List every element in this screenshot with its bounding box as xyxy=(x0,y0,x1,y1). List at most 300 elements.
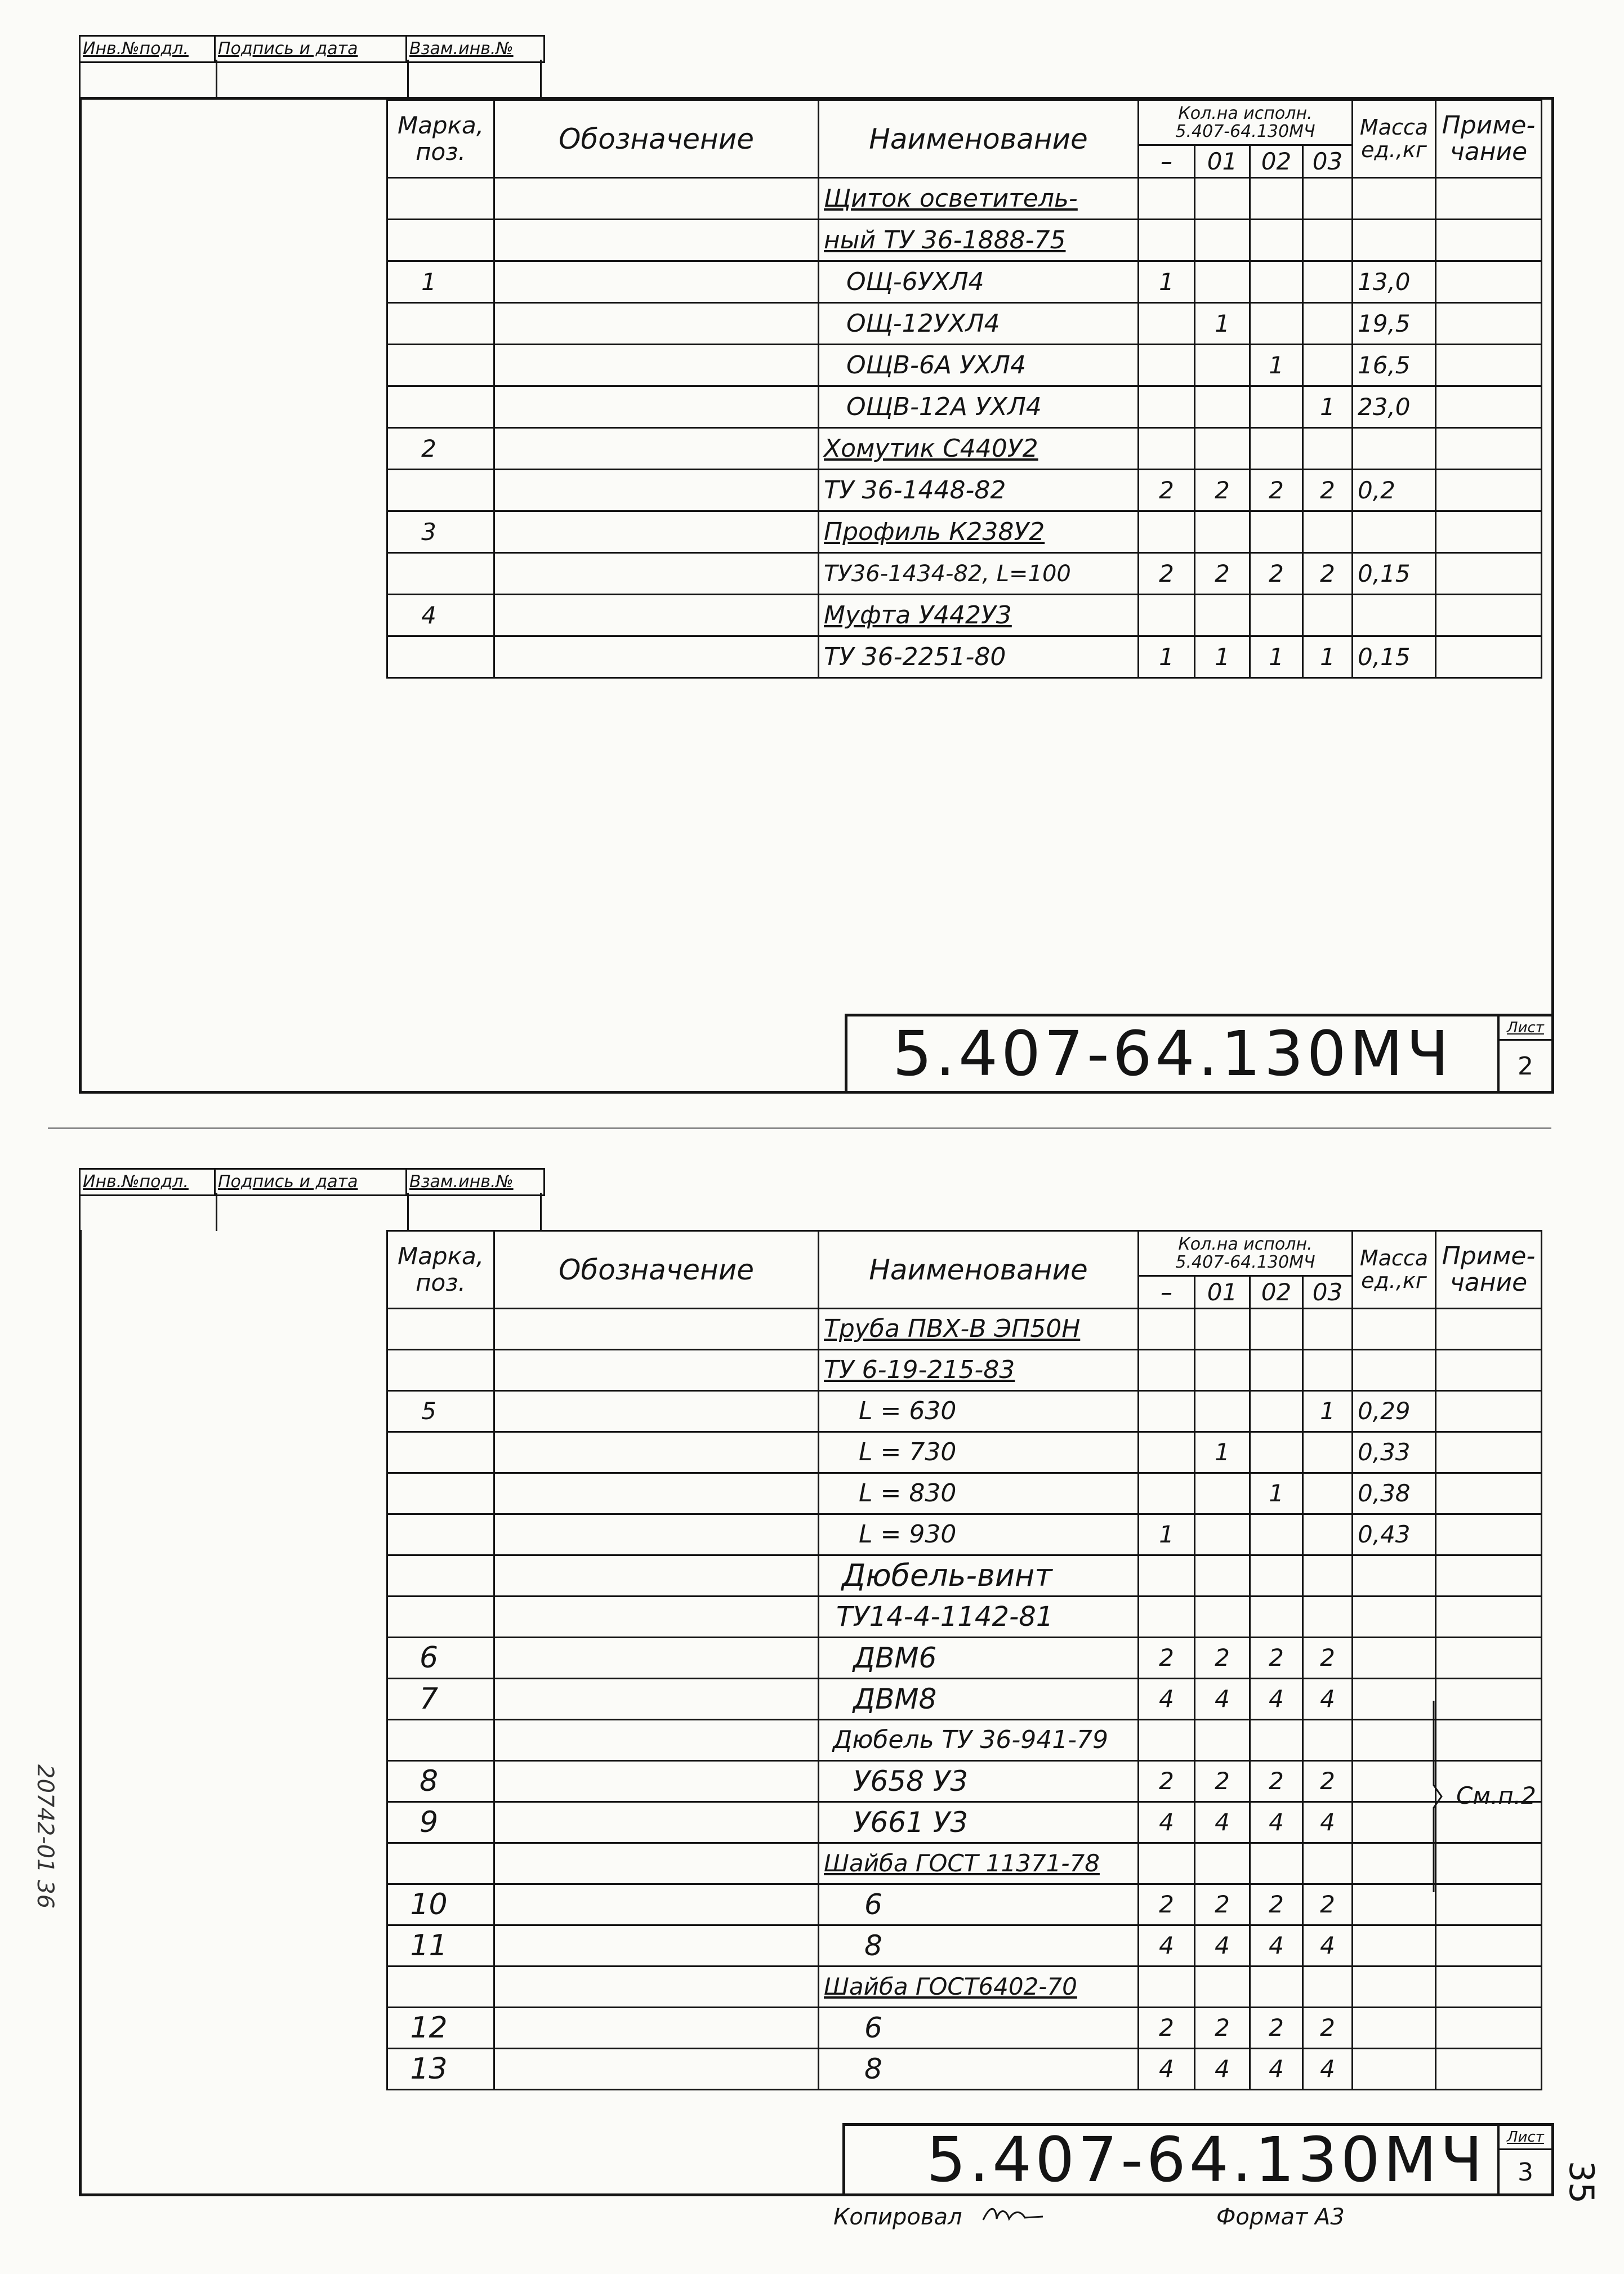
hdr-note: Приме- чание xyxy=(1436,100,1542,178)
s2-q xyxy=(1303,178,1353,220)
s2-q: 1 xyxy=(1250,636,1303,678)
s3-q: 2 xyxy=(1303,1638,1353,1679)
s3-mass xyxy=(1353,1350,1436,1391)
hdr-qty: Кол.на исполн. 5.407-64.130МЧ xyxy=(1139,100,1353,145)
s2-q xyxy=(1303,261,1353,303)
s2-q xyxy=(1303,511,1353,553)
s3-designation xyxy=(494,1720,819,1761)
s3-q: 4 xyxy=(1250,1802,1303,1843)
s2-q xyxy=(1250,220,1303,261)
sheet2-spec-table xyxy=(386,99,1542,679)
s3-name: Дюбель-винт xyxy=(819,1555,1139,1597)
s3-mass xyxy=(1353,1967,1436,2008)
s2-q: 2 xyxy=(1250,470,1303,511)
s3-q xyxy=(1195,1514,1250,1555)
s3-mark xyxy=(387,1720,494,1761)
s3-mass xyxy=(1353,2008,1436,2049)
s2-note xyxy=(1436,303,1542,345)
hdr-qty: Кол.на исполн. 5.407-64.130МЧ xyxy=(1139,1231,1353,1276)
sheet3-doc-code: 5.407-64.130МЧ xyxy=(845,2126,1500,2193)
s3-mark: 9 xyxy=(387,1802,494,1843)
s2-mark: 2 xyxy=(387,428,494,470)
s3-mark xyxy=(387,1514,494,1555)
s2-designation xyxy=(494,386,819,428)
s2-mass xyxy=(1353,595,1436,636)
s2-q xyxy=(1250,386,1303,428)
hdr-var-01: 01 xyxy=(1195,1276,1250,1309)
s3-q xyxy=(1250,1514,1303,1555)
s2-mark xyxy=(387,178,494,220)
s3-note xyxy=(1436,1514,1542,1555)
s3-mark: 13 xyxy=(387,2049,494,2090)
s3-q: 2 xyxy=(1139,1761,1195,1802)
s3-designation xyxy=(494,1555,819,1597)
s3-q xyxy=(1195,1720,1250,1761)
s2-designation xyxy=(494,220,819,261)
s3-designation xyxy=(494,1967,819,2008)
s3-q: 4 xyxy=(1303,2049,1353,2090)
s2-q xyxy=(1195,178,1250,220)
s3-q xyxy=(1250,1309,1303,1350)
s3-q: 2 xyxy=(1250,1884,1303,1925)
s2-q: 1 xyxy=(1195,636,1250,678)
hdr-var-03: 03 xyxy=(1303,145,1353,178)
s3-mass xyxy=(1353,1679,1436,1720)
s2-designation xyxy=(494,178,819,220)
s3-q: 2 xyxy=(1250,2008,1303,2049)
s2-name: ОЩ-6УХЛ4 xyxy=(819,261,1139,303)
hdr-designation: Обозначение xyxy=(494,1231,819,1309)
s2-q: 2 xyxy=(1250,553,1303,595)
s2-q xyxy=(1195,261,1250,303)
s3-q: 1 xyxy=(1303,1391,1353,1432)
s2-designation xyxy=(494,303,819,345)
s3-q: 4 xyxy=(1303,1679,1353,1720)
s2-note xyxy=(1436,261,1542,303)
s3-q xyxy=(1195,1473,1250,1514)
s3-mark xyxy=(387,1309,494,1350)
s3-note xyxy=(1436,2008,1542,2049)
s2-designation xyxy=(494,345,819,386)
s2-q xyxy=(1139,428,1195,470)
s2-q: 1 xyxy=(1195,303,1250,345)
copied-by-label: Копировал xyxy=(833,2204,962,2230)
s3-mass: 0,33 xyxy=(1353,1432,1436,1473)
s3-note xyxy=(1436,2049,1542,2090)
s3-mass: 0,38 xyxy=(1353,1473,1436,1514)
s3-designation xyxy=(494,2008,819,2049)
s2-mark xyxy=(387,220,494,261)
s3-q xyxy=(1139,1720,1195,1761)
s3-q xyxy=(1303,1967,1353,2008)
hdr-mass: Масса ед.,кг xyxy=(1353,1231,1436,1309)
s2-q: 2 xyxy=(1139,553,1195,595)
s2-q: 2 xyxy=(1139,470,1195,511)
sheet2-sheet-number: 2 xyxy=(1518,1051,1533,1081)
margin-archive-number: 20742-01 36 xyxy=(32,1764,58,1909)
s3-mass: 0,29 xyxy=(1353,1391,1436,1432)
s3-note xyxy=(1436,1432,1542,1473)
s3-note xyxy=(1436,1597,1542,1638)
s3-q: 4 xyxy=(1195,2049,1250,2090)
s3-q: 4 xyxy=(1250,2049,1303,2090)
format-label: Формат А3 xyxy=(1216,2204,1345,2230)
s3-q xyxy=(1139,1843,1195,1884)
s2-mass: 13,0 xyxy=(1353,261,1436,303)
s3-designation xyxy=(494,1350,819,1391)
s2-q: 1 xyxy=(1139,636,1195,678)
s3-q xyxy=(1303,1309,1353,1350)
s3-mark: 8 xyxy=(387,1761,494,1802)
s2-mass xyxy=(1353,428,1436,470)
s3-designation xyxy=(494,1432,819,1473)
hdr-var-03: 03 xyxy=(1303,1276,1353,1309)
s3-q xyxy=(1139,1473,1195,1514)
hdr-name: Наименование xyxy=(819,100,1139,178)
s3-q: 2 xyxy=(1250,1761,1303,1802)
s3-mark xyxy=(387,1432,494,1473)
s2-q: 1 xyxy=(1303,386,1353,428)
page-number: 35 xyxy=(1561,2160,1601,2204)
s2-q xyxy=(1303,595,1353,636)
s2-mass: 19,5 xyxy=(1353,303,1436,345)
s2-mark xyxy=(387,470,494,511)
s3-q: 2 xyxy=(1303,2008,1353,2049)
s2-note xyxy=(1436,470,1542,511)
s2-mark xyxy=(387,303,494,345)
s2-mark: 1 xyxy=(387,261,494,303)
hdr-var-0: – xyxy=(1139,1276,1195,1309)
s3-note xyxy=(1436,1679,1542,1720)
s2-designation xyxy=(494,636,819,678)
s3-designation xyxy=(494,2049,819,2090)
s3-name: У658 У3 xyxy=(819,1761,1139,1802)
s3-designation xyxy=(494,1761,819,1802)
s3-name: ДВМ6 xyxy=(819,1638,1139,1679)
s2-q xyxy=(1303,428,1353,470)
s3-mass xyxy=(1353,1638,1436,1679)
s3-designation xyxy=(494,1514,819,1555)
s2-note xyxy=(1436,511,1542,553)
s2-q xyxy=(1195,220,1250,261)
s3-note xyxy=(1436,1925,1542,1967)
s3-q: 4 xyxy=(1303,1802,1353,1843)
s2-q xyxy=(1250,428,1303,470)
s3-q xyxy=(1195,1843,1250,1884)
s2-name: ный ТУ 36-1888-75 xyxy=(819,220,1139,261)
s2-name: ТУ 36-1448-82 xyxy=(819,470,1139,511)
s3-mark xyxy=(387,1350,494,1391)
sheet2-sheet-cell xyxy=(1500,1016,1551,1091)
s3-mass: 0,43 xyxy=(1353,1514,1436,1555)
s3-note xyxy=(1436,1555,1542,1597)
s3-mass xyxy=(1353,1597,1436,1638)
s2-name: Щиток осветитель- xyxy=(819,178,1139,220)
s2-designation xyxy=(494,553,819,595)
s2-mark xyxy=(387,386,494,428)
s3-designation xyxy=(494,1309,819,1350)
s3-q: 2 xyxy=(1195,1761,1250,1802)
s2-q: 2 xyxy=(1195,553,1250,595)
s3-q: 1 xyxy=(1250,1473,1303,1514)
s3-mark xyxy=(387,1597,494,1638)
s3-q xyxy=(1139,1309,1195,1350)
s3-name: 8 xyxy=(819,2049,1139,2090)
binding-strip-3-lower xyxy=(79,1193,542,1231)
hdr-var-02: 02 xyxy=(1250,1276,1303,1309)
s2-mark: 4 xyxy=(387,595,494,636)
s2-note xyxy=(1436,386,1542,428)
s2-q xyxy=(1139,303,1195,345)
s2-mass xyxy=(1353,220,1436,261)
s3-q: 4 xyxy=(1250,1679,1303,1720)
s3-q: 4 xyxy=(1139,1802,1195,1843)
s2-designation xyxy=(494,261,819,303)
s2-name: Профиль К238У2 xyxy=(819,511,1139,553)
s2-q xyxy=(1303,220,1353,261)
s2-q: 1 xyxy=(1250,345,1303,386)
s2-q xyxy=(1250,511,1303,553)
sheet3-sheet-number: 3 xyxy=(1518,2157,1533,2187)
s3-q xyxy=(1195,1967,1250,2008)
hdr-var-02: 02 xyxy=(1250,145,1303,178)
s2-name: Муфта У442У3 xyxy=(819,595,1139,636)
s3-designation xyxy=(494,1843,819,1884)
s3-mass xyxy=(1353,1761,1436,1802)
s2-note xyxy=(1436,595,1542,636)
s2-q xyxy=(1139,345,1195,386)
s2-mass: 0,15 xyxy=(1353,636,1436,678)
s2-note xyxy=(1436,220,1542,261)
s3-note xyxy=(1436,1638,1542,1679)
s3-mass xyxy=(1353,1309,1436,1350)
hdr-note: Приме- чание xyxy=(1436,1231,1542,1309)
sheet2-sheet-label: Лист xyxy=(1500,1016,1551,1041)
inv-no-label: Инв.№подл. xyxy=(81,37,216,61)
s2-q: 2 xyxy=(1195,470,1250,511)
s3-designation xyxy=(494,1597,819,1638)
s3-mark xyxy=(387,1967,494,2008)
s2-note xyxy=(1436,553,1542,595)
s3-q xyxy=(1139,1350,1195,1391)
s3-mark: 6 xyxy=(387,1638,494,1679)
s3-q xyxy=(1303,1473,1353,1514)
s3-q xyxy=(1250,1720,1303,1761)
s3-q xyxy=(1303,1720,1353,1761)
s2-q xyxy=(1195,595,1250,636)
s3-q xyxy=(1303,1514,1353,1555)
s2-mark xyxy=(387,636,494,678)
s3-mass xyxy=(1353,1802,1436,1843)
s2-note xyxy=(1436,428,1542,470)
s3-designation xyxy=(494,1802,819,1843)
sheet3-spec-table xyxy=(386,1230,1542,2090)
sheet3-sheet-label: Лист xyxy=(1500,2126,1551,2150)
s2-q xyxy=(1250,303,1303,345)
s2-mass: 23,0 xyxy=(1353,386,1436,428)
s3-q xyxy=(1250,1843,1303,1884)
inv-no-label: Инв.№подл. xyxy=(81,1170,216,1194)
s3-note xyxy=(1436,1720,1542,1761)
s3-designation xyxy=(494,1884,819,1925)
s3-q: 1 xyxy=(1195,1432,1250,1473)
signature-date-label: Подпись и дата xyxy=(216,37,407,61)
s3-designation xyxy=(494,1925,819,1967)
s3-note xyxy=(1436,1967,1542,2008)
s3-q: 2 xyxy=(1195,2008,1250,2049)
s3-q xyxy=(1250,1597,1303,1638)
s3-q xyxy=(1250,1432,1303,1473)
sheet3-title-block xyxy=(842,2123,1554,2196)
s2-name: ОЩВ-12А УХЛ4 xyxy=(819,386,1139,428)
s3-q: 2 xyxy=(1139,2008,1195,2049)
s2-q xyxy=(1195,386,1250,428)
s3-name: 6 xyxy=(819,2008,1139,2049)
s2-mark xyxy=(387,345,494,386)
s3-mark: 10 xyxy=(387,1884,494,1925)
s3-q xyxy=(1250,1350,1303,1391)
s3-q: 4 xyxy=(1139,1679,1195,1720)
s2-mark xyxy=(387,553,494,595)
hdr-mass: Масса ед.,кг xyxy=(1353,100,1436,178)
s2-q xyxy=(1250,595,1303,636)
s3-q: 4 xyxy=(1139,2049,1195,2090)
s2-q xyxy=(1139,511,1195,553)
s3-designation xyxy=(494,1473,819,1514)
s3-mark: 12 xyxy=(387,2008,494,2049)
s3-q: 4 xyxy=(1250,1925,1303,1967)
s2-q xyxy=(1139,386,1195,428)
s2-q xyxy=(1195,345,1250,386)
s2-q xyxy=(1303,345,1353,386)
s2-designation xyxy=(494,470,819,511)
s3-note xyxy=(1436,1473,1542,1514)
s3-q xyxy=(1250,1555,1303,1597)
s3-q: 4 xyxy=(1195,1925,1250,1967)
s3-q: 4 xyxy=(1195,1679,1250,1720)
s2-name: Хомутик С440У2 xyxy=(819,428,1139,470)
hdr-designation: Обозначение xyxy=(494,100,819,178)
s3-note xyxy=(1436,1843,1542,1884)
s3-mass xyxy=(1353,1555,1436,1597)
s3-name: Шайба ГОСТ6402-70 xyxy=(819,1967,1139,2008)
s3-mass xyxy=(1353,2049,1436,2090)
s3-mark xyxy=(387,1555,494,1597)
hdr-name: Наименование xyxy=(819,1231,1139,1309)
s3-designation xyxy=(494,1679,819,1720)
s2-name: ОЩ-12УХЛ4 xyxy=(819,303,1139,345)
s2-q xyxy=(1139,220,1195,261)
s2-mass: 16,5 xyxy=(1353,345,1436,386)
s3-name: Шайба ГОСТ 11371-78 xyxy=(819,1843,1139,1884)
binding-strip-lower xyxy=(79,60,542,99)
hdr-var-01: 01 xyxy=(1195,145,1250,178)
s3-name: ТУ 6-19-215-83 xyxy=(819,1350,1139,1391)
s3-mark: 7 xyxy=(387,1679,494,1720)
s3-q: 4 xyxy=(1139,1925,1195,1967)
binding-strip-3 xyxy=(79,1168,545,1196)
s3-note xyxy=(1436,1391,1542,1432)
s3-q xyxy=(1139,1967,1195,2008)
s2-q xyxy=(1139,595,1195,636)
s2-name: ТУ36-1434-82, L=100 xyxy=(819,553,1139,595)
signature-date-label: Подпись и дата xyxy=(216,1170,407,1194)
s3-q xyxy=(1139,1432,1195,1473)
s3-q: 2 xyxy=(1139,1638,1195,1679)
s3-name: 6 xyxy=(819,1884,1139,1925)
s2-note xyxy=(1436,636,1542,678)
s3-name: Дюбель ТУ 36-941-79 xyxy=(819,1720,1139,1761)
s2-name: ТУ 36-2251-80 xyxy=(819,636,1139,678)
s3-q: 2 xyxy=(1195,1884,1250,1925)
s3-name: Труба ПВХ-В ЭП50Н xyxy=(819,1309,1139,1350)
s3-note xyxy=(1436,1884,1542,1925)
hdr-mark: Марка, поз. xyxy=(387,100,494,178)
s2-mass xyxy=(1353,511,1436,553)
s3-mass xyxy=(1353,1720,1436,1761)
s3-mark xyxy=(387,1473,494,1514)
s2-designation xyxy=(494,428,819,470)
replaced-inv-label: Взам.инв.№ xyxy=(409,1172,514,1192)
s3-designation xyxy=(494,1638,819,1679)
s2-q: 1 xyxy=(1139,261,1195,303)
hdr-mark: Марка, поз. xyxy=(387,1231,494,1309)
s3-q xyxy=(1139,1391,1195,1432)
s3-name: L = 730 xyxy=(819,1432,1139,1473)
s3-name: ТУ14-4-1142-81 xyxy=(819,1597,1139,1638)
s3-q xyxy=(1139,1555,1195,1597)
s2-q: 1 xyxy=(1303,636,1353,678)
s3-q xyxy=(1195,1309,1250,1350)
s2-mark: 3 xyxy=(387,511,494,553)
s3-mass xyxy=(1353,1884,1436,1925)
s3-q: 4 xyxy=(1195,1802,1250,1843)
hdr-var-0: – xyxy=(1139,145,1195,178)
s3-mark: 11 xyxy=(387,1925,494,1967)
s3-q xyxy=(1195,1391,1250,1432)
s3-q: 2 xyxy=(1195,1638,1250,1679)
s2-mass xyxy=(1353,178,1436,220)
s3-q xyxy=(1195,1555,1250,1597)
s3-q xyxy=(1250,1967,1303,2008)
s3-q xyxy=(1303,1432,1353,1473)
copied-by-signature xyxy=(980,2200,1047,2228)
s3-q: 2 xyxy=(1303,1884,1353,1925)
s3-q: 2 xyxy=(1303,1761,1353,1802)
s3-q: 2 xyxy=(1250,1638,1303,1679)
s3-q xyxy=(1195,1350,1250,1391)
s3-name: ДВМ8 xyxy=(819,1679,1139,1720)
s3-q xyxy=(1303,1350,1353,1391)
s3-name: 8 xyxy=(819,1925,1139,1967)
s3-q xyxy=(1303,1597,1353,1638)
s3-q: 1 xyxy=(1139,1514,1195,1555)
s2-name: ОЩВ-6А УХЛ4 xyxy=(819,345,1139,386)
s2-note xyxy=(1436,345,1542,386)
sheet3-sheet-cell xyxy=(1500,2126,1551,2193)
s3-note xyxy=(1436,1350,1542,1391)
s3-name: L = 930 xyxy=(819,1514,1139,1555)
s2-mass: 0,2 xyxy=(1353,470,1436,511)
s3-mark: 5 xyxy=(387,1391,494,1432)
s2-q xyxy=(1195,511,1250,553)
s2-q: 2 xyxy=(1303,553,1353,595)
replaced-inv-label: Взам.инв.№ xyxy=(409,39,514,59)
s3-q xyxy=(1195,1597,1250,1638)
s3-mass xyxy=(1353,1843,1436,1884)
s2-q xyxy=(1250,261,1303,303)
sheet2-title-block xyxy=(845,1014,1554,1094)
